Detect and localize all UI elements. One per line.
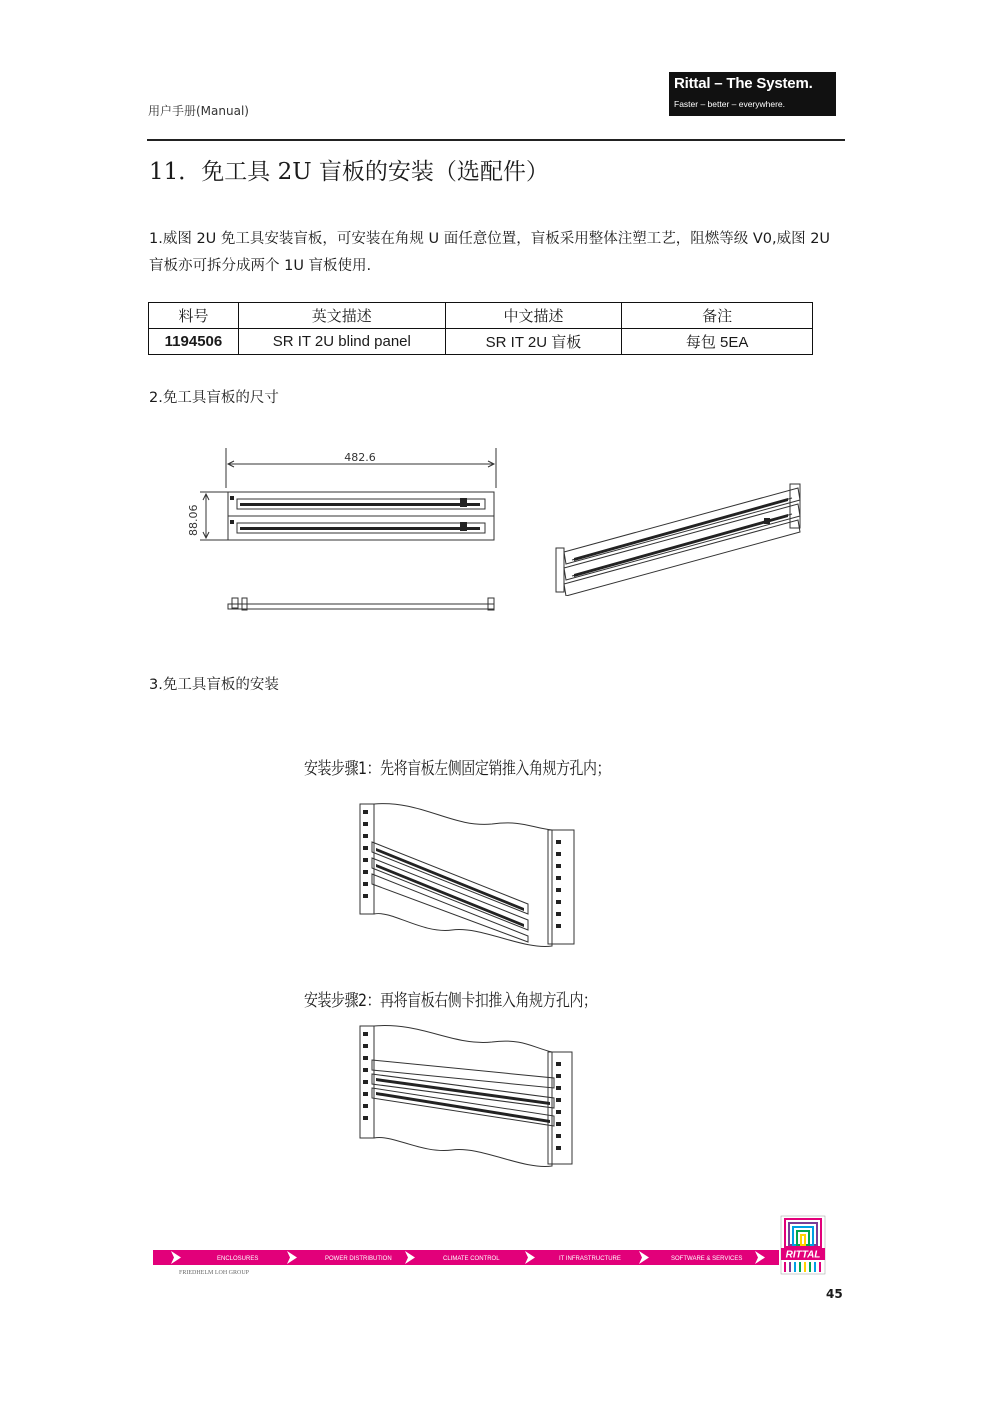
table-header-cell: 英文描述: [238, 303, 445, 329]
table-header-cell: 料号: [149, 303, 239, 329]
install-step2: 安装步骤2：再将盲板右侧卡扣推入角规方孔内；: [304, 991, 597, 1011]
install-step2-drawing: [352, 1022, 582, 1168]
page-number: 45: [826, 1287, 843, 1301]
panel-isometric-drawing: [550, 478, 810, 596]
table-header-row: [149, 303, 813, 329]
table-row: [149, 329, 813, 355]
nav-it-infrastructure: IT INFRASTRUCTURE: [559, 1256, 621, 1262]
dimension-drawing: [180, 440, 510, 630]
nav-software-services: SOFTWARE & SERVICES: [671, 1256, 743, 1262]
footer-band: [153, 1214, 843, 1276]
intro-paragraph: 1.威图 2U 免工具安装盲板，可安装在角规 U 面任意位置，盲板采用整体注塑工艺，阻燃等级 V0,威图 2U 盲板亦可拆分成两个 1U 盲板使用.: [149, 231, 831, 274]
part-number-cell: 1194506: [149, 329, 239, 355]
logo-title: Rittal – The System.: [674, 75, 813, 92]
width-dimension-label: 482.6: [344, 451, 376, 464]
rittal-logo: [669, 72, 836, 116]
group-label: FRIEDHELM LOH GROUP: [179, 1270, 250, 1276]
height-dimension-label: 88.06: [187, 504, 200, 536]
header-rule: [147, 139, 845, 141]
section-title: 11．免工具 2U 盲板的安装（选配件）: [149, 159, 549, 185]
nav-climate-control: CLIMATE CONTROL: [443, 1256, 500, 1262]
table-header-cell: 备注: [622, 303, 813, 329]
install-step1-drawing: [352, 800, 582, 948]
nav-enclosures: ENCLOSURES: [217, 1256, 259, 1262]
brand-text: RITTAL: [785, 1249, 821, 1261]
install-step1: 安装步骤1：先将盲板左侧固定销推入角规方孔内；: [304, 759, 611, 779]
remark-cell: 每包 5EA: [622, 329, 813, 355]
rittal-brand-mark: [781, 1216, 825, 1274]
manual-label: 用户手册(Manual): [148, 104, 249, 118]
table-header-cell: 中文描述: [445, 303, 622, 329]
dimensions-heading: 2.免工具盲板的尺寸: [149, 390, 279, 406]
nav-power-distribution: POWER DISTRIBUTION: [325, 1256, 392, 1262]
chinese-desc-cell: SR IT 2U 盲板: [445, 329, 622, 355]
spec-table: [148, 302, 813, 355]
logo-slogan: Faster – better – everywhere.: [674, 99, 786, 109]
english-desc-cell: SR IT 2U blind panel: [238, 329, 445, 355]
install-heading: 3.免工具盲板的安装: [149, 677, 279, 693]
